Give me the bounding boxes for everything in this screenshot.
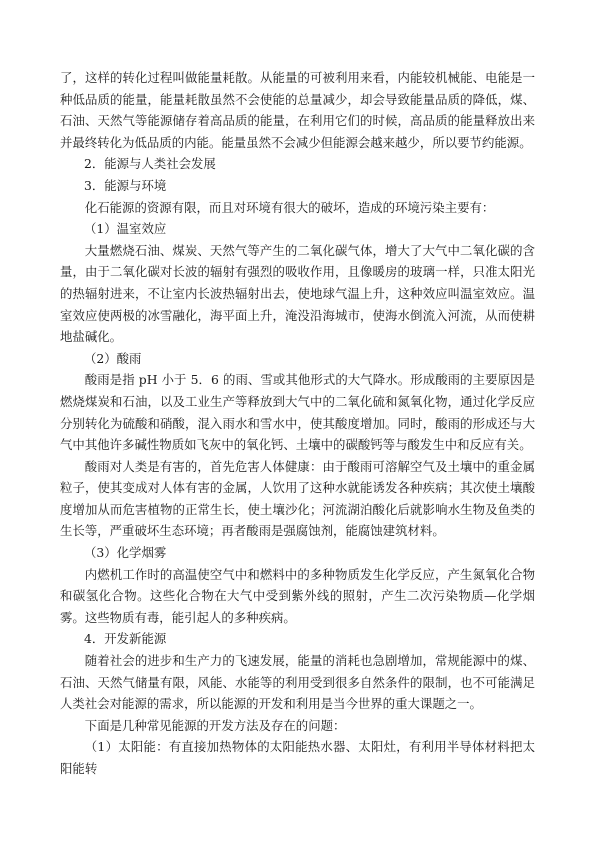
paragraph-energy-methods-intro: 下面是几种常见能源的开发方法及存在的问题： [84, 717, 346, 733]
subheading-acid-rain: （2）酸雨 [84, 350, 142, 366]
heading-energy-environment: 3．能源与环境 [84, 177, 167, 193]
subheading-greenhouse: （1）温室效应 [84, 221, 167, 237]
heading-energy-society: 2．能源与人类社会发展 [84, 156, 216, 172]
paragraph-greenhouse: 大量燃烧石油、煤炭、天然气等产生的二氧化碳气体，增大了大气中二氧化碳的含量，由于二氧化碳对长波的辐射有强烈的吸收作用，且像暖房的玻璃一样，只准太阳光的热辐射进来，不让室内长波热辐射出去，使地球气温上升，这种效应叫温室效应。温室效应使两极的冰雪融化，海平面上升，淹没沿海城市，使海水倒流入河流，从而使耕地盐碱化。 [60, 242, 535, 345]
paragraph-energy-dissipation: 了，这样的转化过程叫做能量耗散。从能量的可被利用来看，内能较机械能、电能是一种低品质的能量，能量耗散虽然不会使能的总量减少，却会导致能量品质的降低，煤、石油、天然气等能源储存着高品质的能量，在利用它们的时候，高品质的能量释放出来并最终转化为低品质的内能。能量虽然不会减少但能源会越来越少，所以要节约能源。 [60, 70, 535, 150]
heading-new-energy: 4．开发新能源 [84, 631, 167, 647]
paragraph-chemical-smog: 内燃机工作时的高温使空气中和燃料中的多种物质发生化学反应，产生氮氧化合物和碳氢化合物。这些化合物在大气中受到紫外线的照射，产生二次污染物质—化学烟雾。这些物质有毒，能引起人的多种疾病。 [60, 566, 535, 625]
paragraph-acid-rain-harm: 酸雨对人类是有害的，首先危害人体健康：由于酸雨可溶解空气及土壤中的重金属粒子，使其变成对人体有害的金属，人饮用了这种水就能诱发各种疾病；其次使土壤酸度增加从而危害植物的正常生长，使土壤沙化；河流湖泊酸化后就影响水生物及鱼类的生长等，严重破坏生态环境；再者酸雨是强腐蚀剂，能腐蚀建筑材料。 [60, 458, 535, 539]
paragraph-environment-intro: 化石能源的资源有限，而且对环境有很大的破坏，造成的环境污染主要有： [84, 199, 495, 215]
paragraph-new-energy: 随着社会的进步和生产力的飞速发展，能量的消耗也急剧增加，常规能源中的煤、石油、天然气储量有限，风能、水能等的利用受到很多自然条件的限制，也不可能满足人类社会对能源的需求，所以能源的开发和利用是当今世界的重大课题之一。 [60, 653, 535, 712]
subheading-chemical-smog: （3）化学烟雾 [84, 545, 167, 561]
paragraph-acid-rain-definition: 酸雨是指 pH 小于 5．6 的雨、雪或其他形式的大气降水。形成酸雨的主要原因是燃烧煤炭和石油，以及工业生产等释放到大气中的二氧化硫和氮氧化物，通过化学反应分别转化为硫酸和硝酸，混入雨水和雪水中，使其酸度增加。同时，酸雨的形成还与大气中其他许多碱性物质如飞灰中的氧化钙、土壤中的碳酸钙等与酸发生中和反应有关。 [60, 372, 535, 453]
paragraph-solar-energy: （1）太阳能：有直接加热物体的太阳能热水器、太阳灶，有利用半导体材料把太阳能转 [60, 739, 535, 776]
